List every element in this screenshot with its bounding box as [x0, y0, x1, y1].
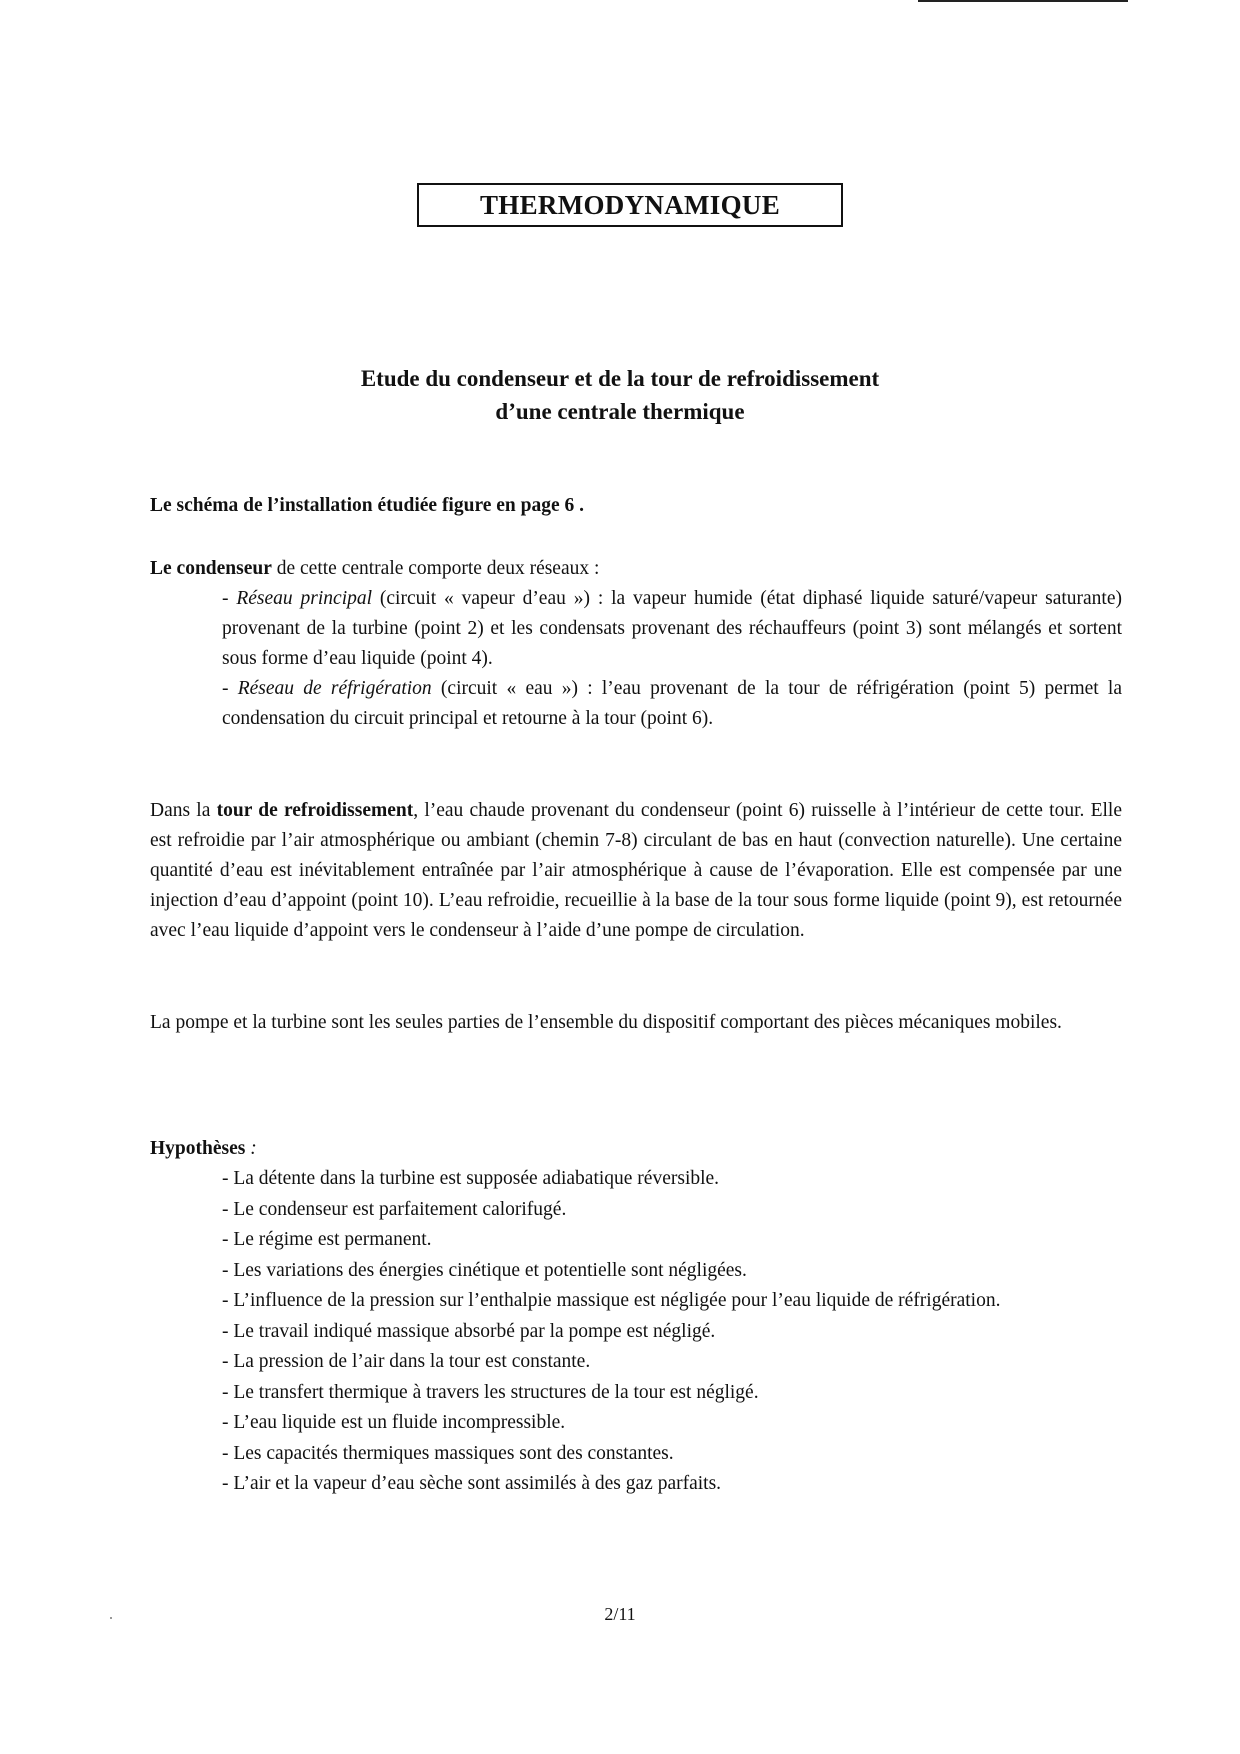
reseau-refrigeration-text: (circuit « eau ») : l’eau provenant de la tour de réfrigération (point 5) permet la condensation du circuit principal et retourne à la tour (point 6). [222, 678, 1122, 729]
reseau-refrigeration-title: Réseau de réfrigération [237, 678, 432, 699]
condenseur-lead-rest: de cette centrale comporte deux réseaux : [271, 558, 600, 579]
hypothesis-item: - L’influence de la pression sur l’enthalpie massique est négligée pour l’eau liquide de réfrigération. [222, 1290, 1001, 1311]
hypothesis-item: - Le condenseur est parfaitement calorifugé. [222, 1198, 567, 1220]
top-border-rule [918, 0, 1128, 2]
document-subtitle [0, 362, 1240, 428]
subtitle-line-1: Etude du condenseur et de la tour de refroidissement [360, 366, 880, 391]
reseau-principal-title: Réseau principal [236, 588, 373, 609]
reseau-principal-text: (circuit « vapeur d’eau ») : la vapeur humide (état diphasé liquide saturé/vapeur saturante) provenant de la turbine (point 2) et les condensats provenant des réchauffeurs (point 3) sont mélangés et sortent sous forme d’eau liquide (point 4). [222, 588, 1122, 669]
schema-note: Le schéma de l’installation étudiée figure en page 6 . [150, 495, 585, 516]
hypotheses-heading: Hypothèses : [150, 1138, 257, 1159]
document-title [417, 183, 843, 227]
hypothesis-item: - Les capacités thermiques massiques sont des constantes. [222, 1442, 674, 1464]
condenseur-lead: Le condenseur [150, 558, 272, 579]
condenseur-section [150, 554, 1122, 734]
hypothesis-item: - Le régime est permanent. [222, 1229, 432, 1250]
hypotheses-list [150, 1164, 1122, 1500]
condenseur-intro [150, 554, 1122, 584]
tour-text: , l’eau chaude provenant du condenseur (point 6) ruisselle à l’intérieur de cette tour. Elle est refroidie par l’air atmosphérique ou ambiant (chemin 7-8) circulant de bas en haut (convection naturelle). Une certaine quantité d’eau est inévitablement entraînée par l’air atmosphérique à cause de l’évaporation. Elle est compensée par une injection d’eau d’appoint (point 10). L’eau refroidie, recueillie à la base de la tour sous forme liquide (point 9), est retournée avec l’eau liquide d’appoint vers le condenseur à l’aide d’une pompe de circulation. [150, 800, 1122, 941]
title-text: THERMODYNAMIQUE [480, 189, 780, 220]
hypothesis-item: - Le transfert thermique à travers les structures de la tour est négligé. [222, 1381, 759, 1403]
hypothesis-item: - Le travail indiqué massique absorbé par la pompe est négligé. [222, 1320, 716, 1342]
hypothesis-item: - L’eau liquide est un fluide incompressible. [222, 1412, 566, 1433]
hypothesis-item: - Les variations des énergies cinétique et potentielle sont négligées. [222, 1259, 747, 1281]
hypothesis-item: - L’air et la vapeur d’eau sèche sont assimilés à des gaz parfaits. [222, 1473, 722, 1494]
page-number: 2/11 [604, 1604, 636, 1624]
hypotheses-section [150, 1134, 1122, 1500]
hypothesis-item: - La pression de l’air dans la tour est constante. [222, 1351, 591, 1372]
pompe-paragraph: La pompe et la turbine sont les seules parties de l’ensemble du dispositif comportant des pièces mécaniques mobiles. [150, 1012, 1062, 1033]
reseau-refrigeration-item: - Réseau de réfrigération (circuit « eau ») : l’eau provenant de la tour de réfrigération (point 5) permet la condensation du circuit principal et retourne à la tour (point 6). [222, 678, 1122, 729]
subtitle-line-2: d’une centrale thermique [495, 399, 745, 424]
reseau-principal-item: - Réseau principal (circuit « vapeur d’eau ») : la vapeur humide (état diphasé liquide saturé/vapeur saturante) provenant de la turbine (point 2) et les condensats provenant des réchauffeurs (point 3) sont mélangés et sortent sous forme d’eau liquide (point 4). [222, 588, 1122, 669]
hypothesis-item: - La détente dans la turbine est supposée adiabatique réversible. [222, 1168, 720, 1189]
tour-bold-term: tour de refroidissement [216, 800, 414, 821]
tour-paragraph: Dans la tour de refroidissement, l’eau chaude provenant du condenseur (point 6) ruisselle à l’intérieur de cette tour. Elle est refroidie par l’air atmosphérique ou ambiant (chemin 7-8) circulant de bas en haut (convection naturelle). Une certaine quantité d’eau est inévitablement entraînée par l’air atmosphérique à cause de l’évaporation. Elle est compensée par une injection d’eau d’appoint (point 10). L’eau refroidie, recueillie à la base de la tour sous forme liquide (point 9), est retournée avec l’eau liquide d’appoint vers le condenseur à l’aide d’une pompe de circulation. [150, 800, 1122, 941]
